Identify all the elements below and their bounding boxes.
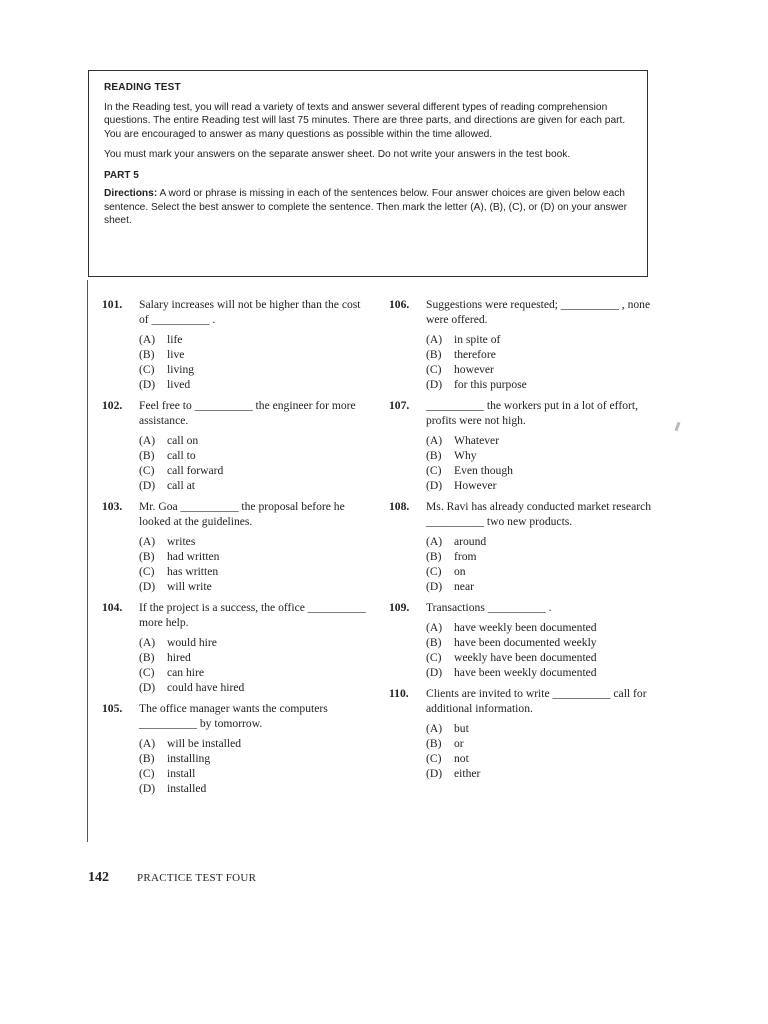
choice-letter: (C) [139, 565, 155, 578]
choice-text: or [454, 737, 464, 750]
question-number: 109. [389, 601, 410, 614]
question-number: 107. [389, 399, 410, 412]
choice-letter: (A) [426, 333, 443, 346]
choice-letter: (C) [426, 651, 442, 664]
choice-a [139, 534, 372, 549]
question-stem: Suggestions were requested; __________ , none were offered. [426, 298, 651, 326]
scan-speck [675, 422, 681, 431]
choice-letter: (A) [426, 621, 443, 634]
choice-c [426, 564, 654, 579]
question-number: 103. [102, 500, 123, 513]
choice-letter: (D) [139, 580, 156, 593]
choice-letter: (C) [139, 363, 155, 376]
questions-column-left [102, 297, 372, 802]
question-stem: Clients are invited to write __________ call for additional information. [426, 687, 647, 715]
question-stem: The office manager wants the computers __________ by tomorrow. [139, 702, 328, 730]
choice-text: call on [167, 434, 199, 447]
choice-letter: (A) [139, 333, 156, 346]
choice-letter: (B) [139, 550, 155, 563]
choice-c [139, 564, 372, 579]
choice-d [426, 377, 654, 392]
question-number: 104. [102, 601, 123, 614]
choice-letter: (D) [139, 378, 156, 391]
choice-letter: (B) [139, 348, 155, 361]
choice-letter: (C) [139, 767, 155, 780]
choice-text: living [167, 363, 195, 376]
choice-c [139, 362, 372, 377]
choice-letter: (D) [139, 479, 156, 492]
answer-choices [426, 433, 654, 493]
question-107 [389, 398, 654, 493]
question-number: 102. [102, 399, 123, 412]
choice-letter: (B) [426, 550, 442, 563]
choice-a [426, 332, 654, 347]
choice-text: in spite of [454, 333, 501, 346]
choice-text: installed [167, 782, 207, 795]
choice-b [139, 650, 372, 665]
choice-b [426, 635, 654, 650]
choice-letter: (C) [426, 752, 442, 765]
choice-text: would hire [167, 636, 217, 649]
choice-a [426, 620, 654, 635]
part-label: PART 5 [104, 169, 139, 181]
choice-letter: (C) [426, 363, 442, 376]
choice-letter: (D) [426, 479, 443, 492]
choice-c [426, 463, 654, 478]
choice-letter: (C) [426, 565, 442, 578]
question-105 [102, 701, 372, 796]
choice-d [426, 478, 654, 493]
question-stem: Transactions __________ . [426, 601, 552, 614]
choice-letter: (A) [426, 434, 443, 447]
choice-letter: (D) [426, 378, 443, 391]
question-101 [102, 297, 372, 392]
choice-text: live [167, 348, 185, 361]
answer-choices [139, 534, 372, 594]
choice-d [426, 665, 654, 680]
intro-paragraph: In the Reading test, you will read a variety of texts and answer several different types of reading comprehension questions. The entire Reading test will last 75 minutes. There are three parts, and directions are given for each part. You are encouraged to answer as many questions as possible within the time allowed. [104, 101, 626, 140]
choice-text: around [454, 535, 487, 548]
question-stem: If the project is a success, the office __________ more help. [139, 601, 366, 629]
margin-rule [87, 280, 88, 842]
choice-text: hired [167, 651, 191, 664]
choice-letter: (A) [139, 737, 156, 750]
question-103 [102, 499, 372, 594]
choice-b [139, 448, 372, 463]
choice-text: writes [167, 535, 196, 548]
choice-text: either [454, 767, 481, 780]
choice-text: but [454, 722, 469, 735]
page-footer [88, 870, 256, 886]
choice-b [426, 549, 654, 564]
question-108 [389, 499, 654, 594]
choice-letter: (B) [139, 651, 155, 664]
answer-choices [139, 332, 372, 392]
answer-choices [426, 534, 654, 594]
choice-b [139, 549, 372, 564]
choice-letter: (A) [139, 535, 156, 548]
question-number: 108. [389, 500, 410, 513]
answer-choices [426, 332, 654, 392]
question-104 [102, 600, 372, 695]
directions-text: A word or phrase is missing in each of the sentences below. Four answer choices are given below each sentence. Select the best answer to complete the sentence. Then mark the letter (A), (B), (C), or (D) on your answer sheet. [104, 188, 627, 226]
choice-text: However [454, 479, 497, 492]
choice-letter: (D) [139, 782, 156, 795]
choice-letter: (B) [426, 636, 442, 649]
choice-text: on [454, 565, 466, 578]
question-number: 110. [389, 687, 409, 700]
choice-letter: (D) [426, 580, 443, 593]
question-102 [102, 398, 372, 493]
choice-c [426, 751, 654, 766]
choice-b [426, 736, 654, 751]
choice-b [426, 347, 654, 362]
choice-d [139, 478, 372, 493]
choice-letter: (B) [139, 449, 155, 462]
choice-text: have been weekly documented [454, 666, 597, 679]
choice-letter: (A) [139, 434, 156, 447]
directions-label: Directions: [104, 188, 158, 199]
choice-letter: (A) [426, 535, 443, 548]
choice-d [426, 579, 654, 594]
instructions-box [88, 70, 648, 277]
question-number: 106. [389, 298, 410, 311]
choice-letter: (B) [426, 348, 442, 361]
page-number: 142 [88, 870, 109, 885]
question-110 [389, 686, 654, 781]
choice-c [139, 766, 372, 781]
choice-a [426, 721, 654, 736]
choice-letter: (C) [139, 666, 155, 679]
choice-d [139, 579, 372, 594]
choice-b [426, 448, 654, 463]
choice-a [426, 534, 654, 549]
choice-letter: (A) [426, 722, 443, 735]
choice-d [139, 680, 372, 695]
choice-letter: (D) [426, 666, 443, 679]
choice-d [139, 377, 372, 392]
choice-c [426, 650, 654, 665]
choice-text: have weekly been documented [454, 621, 597, 634]
choice-letter: (A) [139, 636, 156, 649]
choice-text: however [454, 363, 494, 376]
question-109 [389, 600, 654, 680]
question-stem: Salary increases will not be higher than the cost of __________ . [139, 298, 361, 326]
running-title: PRACTICE TEST FOUR [137, 872, 257, 884]
choice-text: not [454, 752, 469, 765]
question-stem: __________ the workers put in a lot of effort, profits were not high. [426, 399, 638, 427]
choice-letter: (B) [426, 449, 442, 462]
choice-text: weekly have been documented [454, 651, 597, 664]
choice-letter: (B) [426, 737, 442, 750]
choice-letter: (B) [139, 752, 155, 765]
answer-choices [426, 620, 654, 680]
choice-a [426, 433, 654, 448]
choice-text: Even though [454, 464, 513, 477]
choice-text: from [454, 550, 477, 563]
choice-text: for this purpose [454, 378, 527, 391]
question-106 [389, 297, 654, 392]
choice-d [426, 766, 654, 781]
choice-text: life [167, 333, 183, 346]
answer-choices [139, 635, 372, 695]
answer-sheet-paragraph: You must mark your answers on the separate answer sheet. Do not write your answers in the test book. [104, 149, 571, 160]
choice-text: therefore [454, 348, 496, 361]
choice-text: call to [167, 449, 196, 462]
choice-text: has written [167, 565, 219, 578]
choice-letter: (C) [139, 464, 155, 477]
choice-text: Why [454, 449, 477, 462]
choice-text: call at [167, 479, 195, 492]
directions-paragraph [104, 187, 632, 228]
choice-text: had written [167, 550, 220, 563]
choice-text: lived [167, 378, 191, 391]
question-number: 101. [102, 298, 123, 311]
choice-a [139, 635, 372, 650]
choice-text: install [167, 767, 196, 780]
question-stem: Mr. Goa __________ the proposal before he looked at the guidelines. [139, 500, 345, 528]
answer-choices [426, 721, 654, 781]
answer-choices [139, 736, 372, 796]
choice-c [139, 665, 372, 680]
choice-letter: (D) [426, 767, 443, 780]
section-heading: READING TEST [104, 82, 181, 93]
choice-a [139, 332, 372, 347]
question-stem: Ms. Ravi has already conducted market research __________ two new products. [426, 500, 652, 528]
choice-text: Whatever [454, 434, 500, 447]
choice-d [139, 781, 372, 796]
question-number: 105. [102, 702, 123, 715]
choice-text: could have hired [167, 681, 245, 694]
choice-c [139, 463, 372, 478]
questions-column-right [389, 297, 654, 787]
choice-b [139, 751, 372, 766]
choice-text: have been documented weekly [454, 636, 597, 649]
choice-text: call forward [167, 464, 224, 477]
choice-text: will be installed [167, 737, 242, 750]
choice-a [139, 736, 372, 751]
choice-c [426, 362, 654, 377]
choice-a [139, 433, 372, 448]
choice-b [139, 347, 372, 362]
answer-choices [139, 433, 372, 493]
choice-letter: (C) [426, 464, 442, 477]
choice-letter: (D) [139, 681, 156, 694]
choice-text: will write [167, 580, 212, 593]
choice-text: installing [167, 752, 211, 765]
choice-text: near [454, 580, 474, 593]
choice-text: can hire [167, 666, 205, 679]
question-stem: Feel free to __________ the engineer for more assistance. [139, 399, 356, 427]
